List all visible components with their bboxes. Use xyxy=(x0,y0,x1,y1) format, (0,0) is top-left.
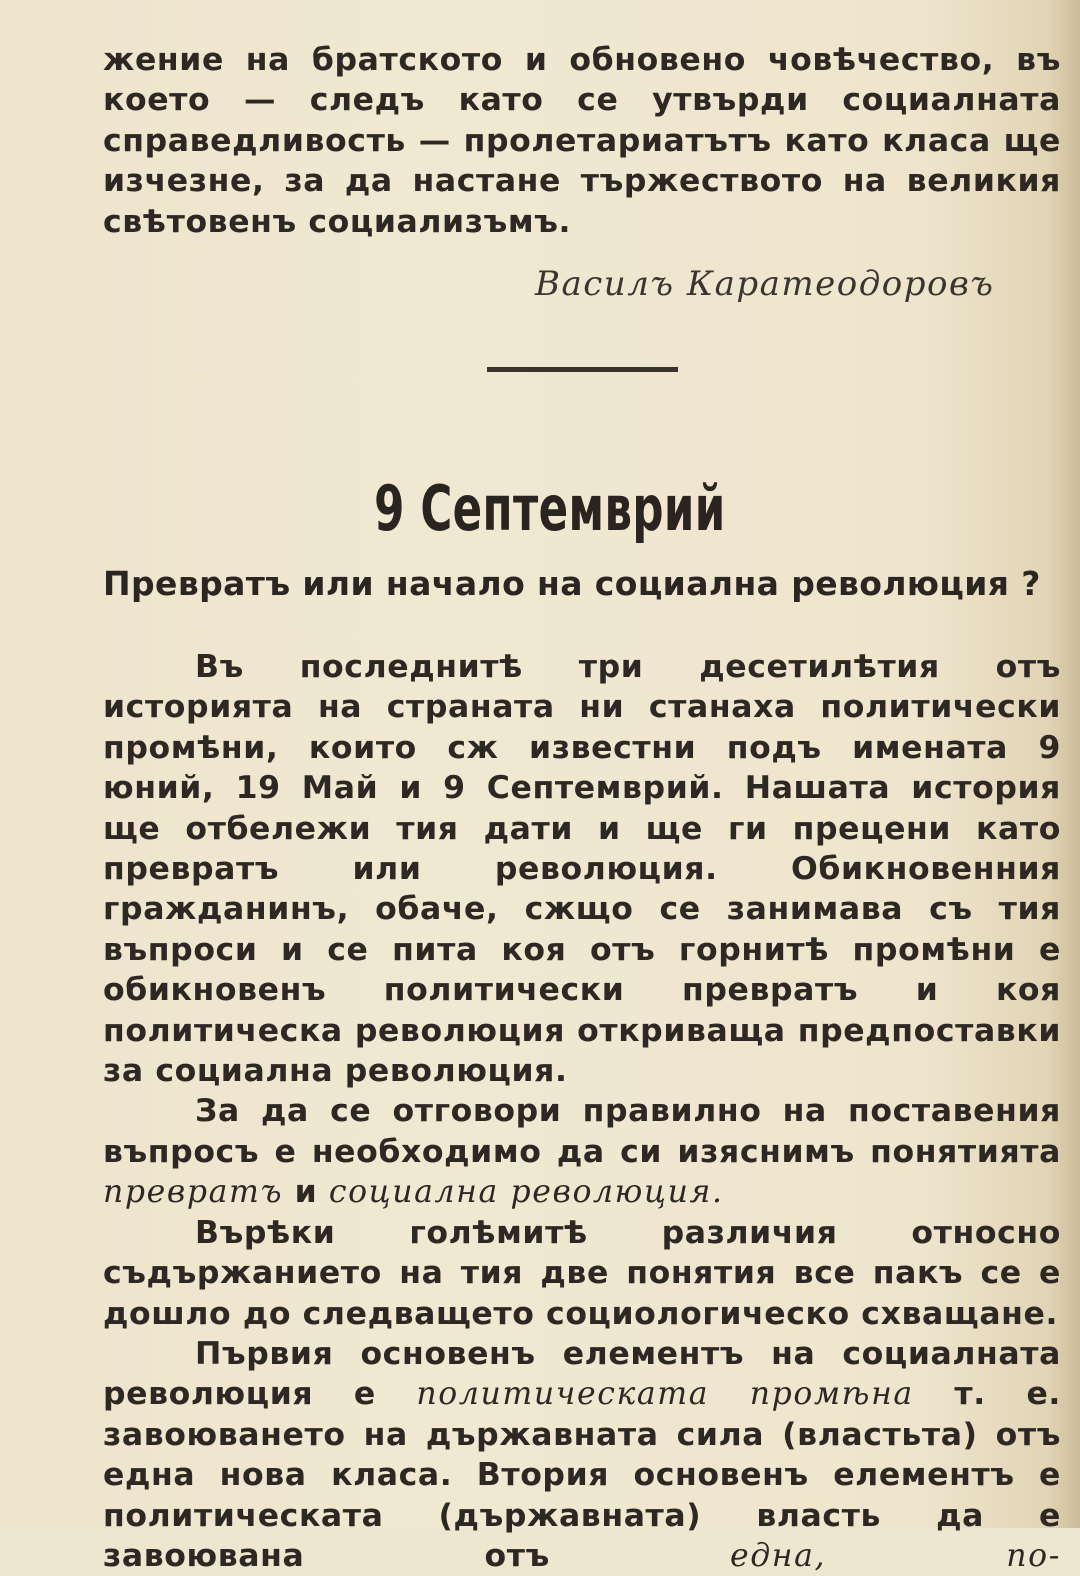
paragraph-3: Върѣки голѣмитѣ различия относно съдържанието на тия две понятия все пакъ се е дошло до следващето социологическо схващане. xyxy=(103,1214,1061,1332)
article-title: 9 Септемврий xyxy=(374,472,726,545)
paragraph-4-text-b: т. е. завоюването на държавната сила (властьта) отъ една нова класа. Втория основенъ елементъ е политическата (държавната) власть да е завоювана отъ xyxy=(103,1376,1061,1574)
article-body xyxy=(103,647,1061,1576)
paragraph-2 xyxy=(103,1091,1061,1212)
paragraph-4 xyxy=(103,1334,1061,1576)
conjunction: и xyxy=(294,1174,318,1211)
term-political-change: политическата промѣна xyxy=(416,1376,914,1413)
term-one: една, по- xyxy=(729,1537,1061,1574)
intro-paragraph: жение на братското и обновено човѣчество, въ което — следъ като се утвърди социалната справедливость — пролетариатътъ като класа ще изчезне, за да настане тържеството на великия свѣтовенъ социализъмъ. xyxy=(103,42,1061,240)
section-divider xyxy=(487,367,678,372)
author-signature: Василъ Каратеодоровъ xyxy=(535,264,995,304)
paragraph-1: Въ последнитѣ три десетилѣтия отъ историята на страната ни станаха политически промѣни, които сж известни подъ имената 9 юний, 19 Май и 9 Септемврий. Нашата история ще отбележи тия дати и ще ги прецени като превратъ или революция. Обикновенния гражданинъ, обаче, сжщо се занимава съ тия въпроси и се пита коя отъ горнитѣ промѣни е обикновенъ политически превратъ и коя политическа революция откриваща предпоставки за социална революция. xyxy=(103,649,1061,1090)
intro-section xyxy=(103,40,1061,242)
article-subtitle: Превратъ или начало на социална революция ? xyxy=(103,564,1041,603)
term-social-revolution: социална революция. xyxy=(328,1174,724,1211)
paragraph-4-text-a: Първия основенъ елементъ на социалната революция е xyxy=(103,1335,1061,1413)
term-prevrat: превратъ xyxy=(103,1174,284,1211)
paragraph-2-text: За да се отговори правилно на поставения въпросъ е необходимо да си изяснимъ понятията xyxy=(103,1093,1061,1170)
